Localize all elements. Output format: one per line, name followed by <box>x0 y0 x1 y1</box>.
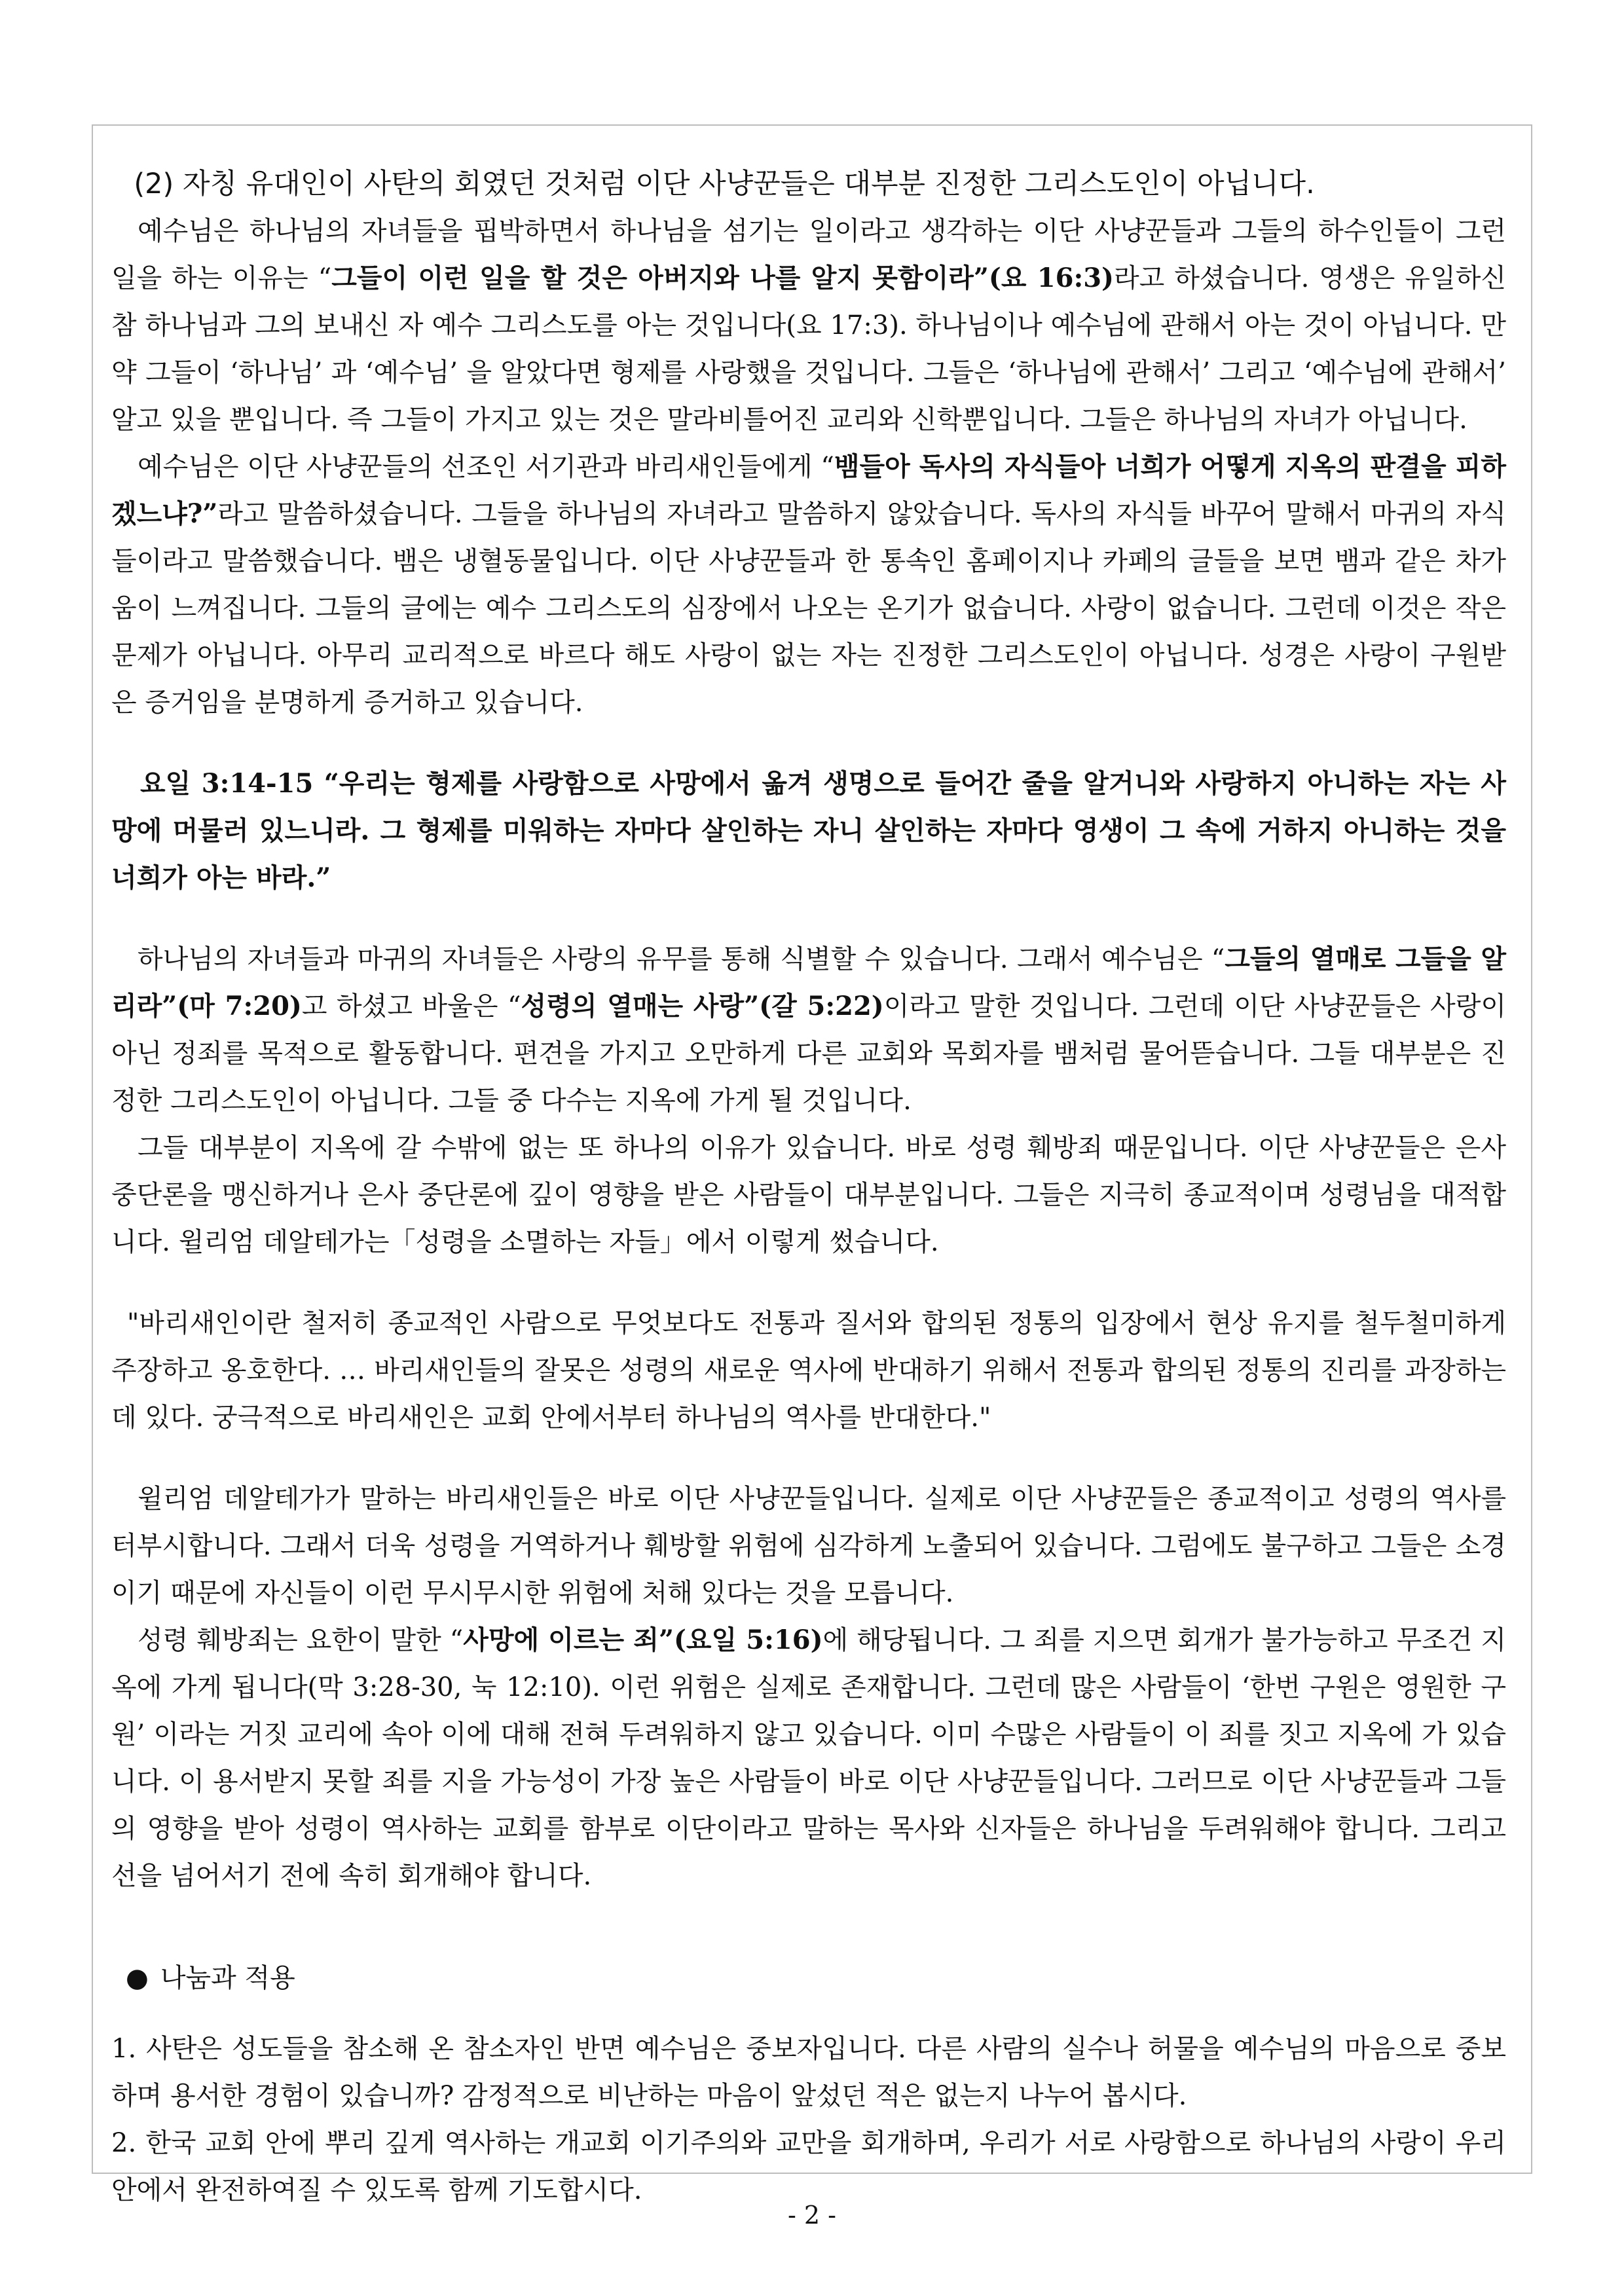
sharing-title-text: 나눔과 적용 <box>160 1963 295 1993</box>
paragraph-3-text-a: 하나님의 자녀들과 마귀의 자녀들은 사랑의 유무를 통해 식별할 수 있습니다. 그래서 예수님은 “ <box>138 944 1225 974</box>
block-quote: "바리새인이란 철저히 종교적인 사람으로 무엇보다도 전통과 질서와 합의된 정통의 입장에서 현상 유지를 철두철미하게 주장하고 옹호한다. … 바리새인들의 잘못은 성령의 새로운 역사에 반대하기 위해서 전통과 합의된 정통의 진리를 과장하는 데 있다. 궁극적으로 바리새인은 교회 안에서부터 하나님의 역사를 반대한다." <box>111 1308 1506 1433</box>
paragraph-5: 윌리엄 데알테가가 말하는 바리새인들은 바로 이단 사냥꾼들입니다. 실제로 이단 사냥꾼들은 종교적이고 성령의 역사를 터부시합니다. 그래서 더욱 성령을 거역하거나 훼방할 위험에 심각하게 노출되어 있습니다. 그럼에도 불구하고 그들은 소경이기 때문에 자신들이 이런 무시무시한 위험에 처해 있다는 것을 모릅니다. <box>111 1484 1506 1608</box>
sharing-section-title <box>111 1955 1506 2002</box>
spacer <box>111 1266 1506 1300</box>
bullet-icon: ● <box>126 1963 149 1993</box>
scripture-verse: 요일 3:14-15 “우리는 형제를 사랑함으로 사망에서 옮겨 생명으로 들어간 줄을 알거니와 사랑하지 아니하는 자는 사망에 머물러 있느니라. 그 형제를 미워하는 자마다 살인하는 자니 살인하는 자마다 영생이 그 속에 거하지 아니하는 것을 너희가 아는 바라.” <box>111 768 1506 893</box>
paragraph-3-text-b: 고 하셨고 바울은 “ <box>301 991 521 1021</box>
paragraph-6-text-b: 에 해당됩니다. 그 죄를 지으면 회개가 불가능하고 무조건 지옥에 가게 됩니다(막 3:28-30, 눅 12:10). 이런 위험은 실제로 존재합니다. 그런데 많은 사람들이 ‘한번 구원은 영원한 구원’ 이라는 거짓 교리에 속아 이에 대해 전혀 두려워하지 않고 있습니다. 이미 수많은 사람들이 이 죄를 짓고 지옥에 가 있습니다. 이 용서받지 못할 죄를 지을 가능성이 가장 높은 사람들이 바로 이단 사냥꾼들입니다. 그러므로 이단 사냥꾼들과 그들의 영향을 받아 성령이 역사하는 교회를 함부로 이단이라고 말하는 목사와 신자들은 하나님을 두려워해야 합니다. 그리고 선을 넘어서기 전에 속히 회개해야 합니다. <box>111 1625 1506 1891</box>
paragraph-3 <box>111 936 1506 1124</box>
spacer <box>111 1900 1506 1955</box>
paragraph-1-text-b: 라고 하셨습니다. 영생은 유일하신 참 하나님과 그의 보내신 자 예수 그리스도를 아는 것입니다(요 17:3). 하나님이나 예수님에 관해서 아는 것이 아닙니다. 만약 그들이 ‘하나님’ 과 ‘예수님’ 을 알았다면 형제를 사랑했을 것입니다. 그들은 ‘하나님에 관해서’ 그리고 ‘예수님에 관해서’ 알고 있을 뿐입니다. 즉 그들이 가지고 있는 것은 말라비틀어진 교리와 신학뿐입니다. 그들은 하나님의 자녀가 아닙니다. <box>111 263 1506 435</box>
spacer <box>111 902 1506 936</box>
paragraph-3-text-c: 이라고 말한 것입니다. 그런데 이단 사냥꾼들은 사랑이 아닌 정죄를 목적으로 활동합니다. 편견을 가지고 오만하게 다른 교회와 목회자를 뱀처럼 물어뜯습니다. 그들 대부분은 진정한 그리스도인이 아닙니다. 그들 중 다수는 지옥에 가게 될 것입니다. <box>111 991 1506 1116</box>
page-number: - 2 - <box>787 2201 836 2230</box>
paragraph-1-bold-quote: 그들이 이런 일을 할 것은 아버지와 나를 알지 못함이라”(요 16:3) <box>331 263 1114 293</box>
sharing-item-1: 1. 사탄은 성도들을 참소해 온 참소자인 반면 예수님은 중보자입니다. 다른 사람의 실수나 허물을 예수님의 마음으로 중보하며 용서한 경험이 있습니까? 감정적으로 비난하는 마음이 앞섰던 적은 없는지 나누어 봅시다. <box>111 2034 1506 2111</box>
paragraph-6-text-a: 성령 훼방죄는 요한이 말한 “ <box>138 1625 464 1655</box>
paragraph-1-text-a: 예수님은 하나님의 자녀들을 핍박하면서 하나님을 섬기는 일이라고 생각하는 이단 사냥꾼들과 그들의 하수인들이 그런 일을 하는 이유는 “ <box>111 216 1506 293</box>
spacer <box>111 2002 1506 2025</box>
paragraph-2 <box>111 443 1506 726</box>
document-body <box>111 160 1506 2214</box>
paragraph-2-bold-quote: 뱀들아 독사의 자식들아 너희가 어떻게 지옥의 판결을 피하겠느냐?” <box>111 451 1506 529</box>
paragraph-2-text-b: 라고 말씀하셨습니다. 그들을 하나님의 자녀라고 말씀하지 않았습니다. 독사의 자식들 바꾸어 말해서 마귀의 자식들이라고 말씀했습니다. 뱀은 냉혈동물입니다. 이단 사냥꾼들과 한 통속인 홈페이지나 카페의 글들을 보면 뱀과 같은 차가움이 느껴집니다. 그들의 글에는 예수 그리스도의 심장에서 나오는 온기가 없습니다. 사랑이 없습니다. 그런데 이것은 작은 문제가 아닙니다. 아무리 교리적으로 바르다 해도 사랑이 없는 자는 진정한 그리스도인이 아닙니다. 성경은 사랑이 구원받은 증거임을 분명하게 증거하고 있습니다. <box>111 499 1506 718</box>
spacer <box>111 1441 1506 1475</box>
paragraph-2-text-a: 예수님은 이단 사냥꾼들의 선조인 서기관과 바리새인들에게 “ <box>138 452 834 482</box>
paragraph-3-bold-quote-a: 그들의 열매로 그들을 알리라”(마 7:20) <box>111 944 1506 1021</box>
paragraph-1 <box>111 208 1506 443</box>
sharing-item-2: 2. 한국 교회 안에 뿌리 깊게 역사하는 개교회 이기주의와 교만을 회개하며, 우리가 서로 사랑함으로 하나님의 사랑이 우리 안에서 완전하여질 수 있도록 함께 기도합시다. <box>111 2128 1506 2205</box>
paragraph-6 <box>111 1617 1506 1900</box>
paragraph-3-bold-quote-b: 성령의 열매는 사랑”(갈 5:22) <box>521 991 884 1021</box>
spacer <box>111 726 1506 760</box>
paragraph-6-bold-quote: 사망에 이르는 죄”(요일 5:16) <box>463 1625 823 1655</box>
section-heading: (2) 자칭 유대인이 사탄의 회였던 것처럼 이단 사냥꾼들은 대부분 진정한 그리스도인이 아닙니다. <box>134 168 1315 200</box>
paragraph-4: 그들 대부분이 지옥에 갈 수밖에 없는 또 하나의 이유가 있습니다. 바로 성령 훼방죄 때문입니다. 이단 사냥꾼들은 은사 중단론을 맹신하거나 은사 중단론에 깊이 영향을 받은 사람들이 대부분입니다. 그들은 지극히 종교적이며 성령님을 대적합니다. 윌리엄 데알테가는「성령을 소멸하는 자들」에서 이렇게 썼습니다. <box>111 1133 1506 1257</box>
